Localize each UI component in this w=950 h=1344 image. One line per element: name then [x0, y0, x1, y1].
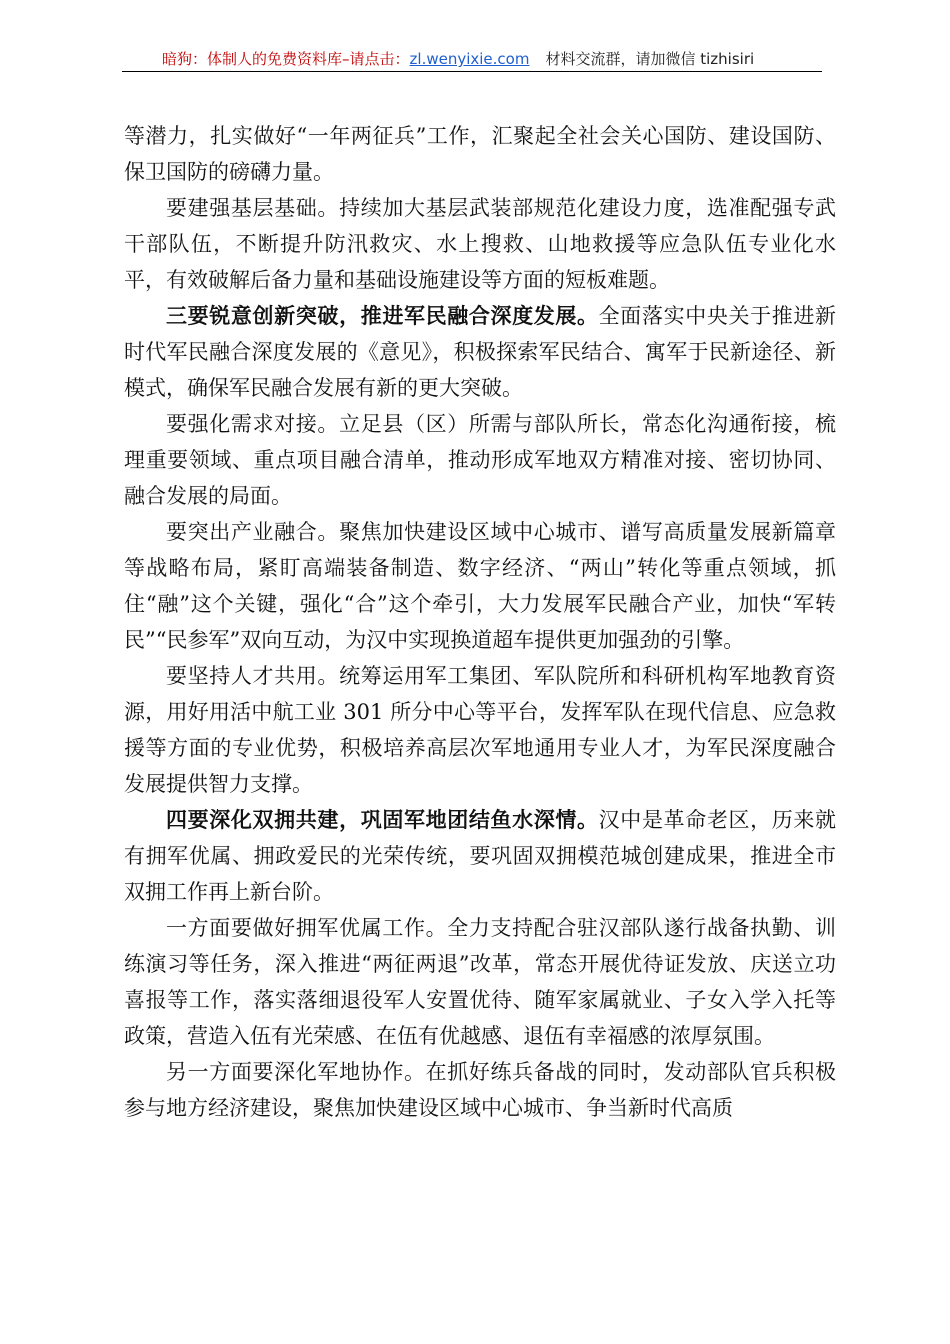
- header-dash-text: –请点击：: [342, 50, 410, 68]
- header-site-link[interactable]: zl.wenyixie.com: [409, 50, 530, 68]
- header-divider: [122, 71, 822, 72]
- paragraph-6: [124, 658, 836, 802]
- paragraph-text: 要强化需求对接。立足县（区）所需与部队所长，常态化沟通衔接，梳理重要领域、重点项目融合清单，推动形成军地双方精准对接、密切协同、融合发展的局面。: [124, 412, 836, 508]
- paragraph-text: 要坚持人才共用。统筹运用军工集团、军队院所和科研机构军地教育资源，用好用活中航工业 301 所分中心等平台，发挥军队在现代信息、应急救援等方面的专业优势，积极培养高层次军地通用专业人才，为军民深度融合发展提供智力支撑。: [124, 664, 836, 796]
- paragraph-2: [124, 190, 836, 298]
- paragraph-7: [124, 802, 836, 910]
- paragraph-1: [124, 118, 836, 190]
- paragraph-4: [124, 406, 836, 514]
- paragraph-text: 要突出产业融合。聚焦加快建设区域中心城市、谱写高质量发展新篇章等战略布局，紧盯高端装备制造、数字经济、“两山”转化等重点领域，抓住“融”这个关键，强化“合”这个牵引，大力发展军民融合产业，加快“军转民”“民参军”双向互动，为汉中实现换道超车提供更加强劲的引擎。: [124, 520, 836, 652]
- paragraph-text: 全面落实中央关于推进新时代军民融合深度发展的《意见》，积极探索军民结合、寓军于民新途径、新模式，确保军民融合发展有新的更大突破。: [124, 304, 837, 400]
- paragraph-text: 要建强基层基础。持续加大基层武装部规范化建设力度，选准配强专武干部队伍，不断提升防汛救灾、水上搜救、山地救援等应急队伍专业化水平，有效破解后备力量和基础设施建设等方面的短板难题。: [124, 196, 836, 292]
- section-heading: 四要深化双拥共建，巩固军地团结鱼水深情。: [166, 807, 599, 832]
- page-header: [122, 47, 822, 71]
- paragraph-text: 一方面要做好拥军优属工作。全力支持配合驻汉部队遂行战备执勤、训练演习等任务，深入推进“两征两退”改革，常态开展优待证发放、庆送立功喜报等工作，落实落细退役军人安置优待、随军家属就业、子女入学入托等政策，营造入伍有光荣感、在伍有优越感、退伍有幸福感的浓厚氛围。: [124, 916, 836, 1048]
- header-group-note: 材料交流群，请加微信 tizhisiri: [545, 50, 755, 68]
- paragraph-text: 另一方面要深化军地协作。在抓好练兵备战的同时，发动部队官兵积极参与地方经济建设，聚焦加快建设区域中心城市、争当新时代高质: [124, 1060, 836, 1120]
- paragraph-3: [124, 298, 836, 406]
- paragraph-9: [124, 1054, 836, 1126]
- paragraph-8: [124, 910, 836, 1054]
- section-heading: 三要锐意创新突破，推进军民融合深度发展。: [166, 303, 599, 328]
- paragraph-text: 等潜力，扎实做好“一年两征兵”工作，汇聚起全社会关心国防、建设国防、保卫国防的磅礴力量。: [124, 124, 836, 184]
- paragraph-5: [124, 514, 836, 658]
- document-body: [124, 118, 836, 1126]
- paragraph-text: 汉中是革命老区，历来就有拥军优属、拥政爱民的光荣传统，要巩固双拥模范城创建成果，推进全市双拥工作再上新台阶。: [124, 808, 837, 904]
- header-brand-text: 暗狗：体制人的免费资料库: [162, 50, 343, 68]
